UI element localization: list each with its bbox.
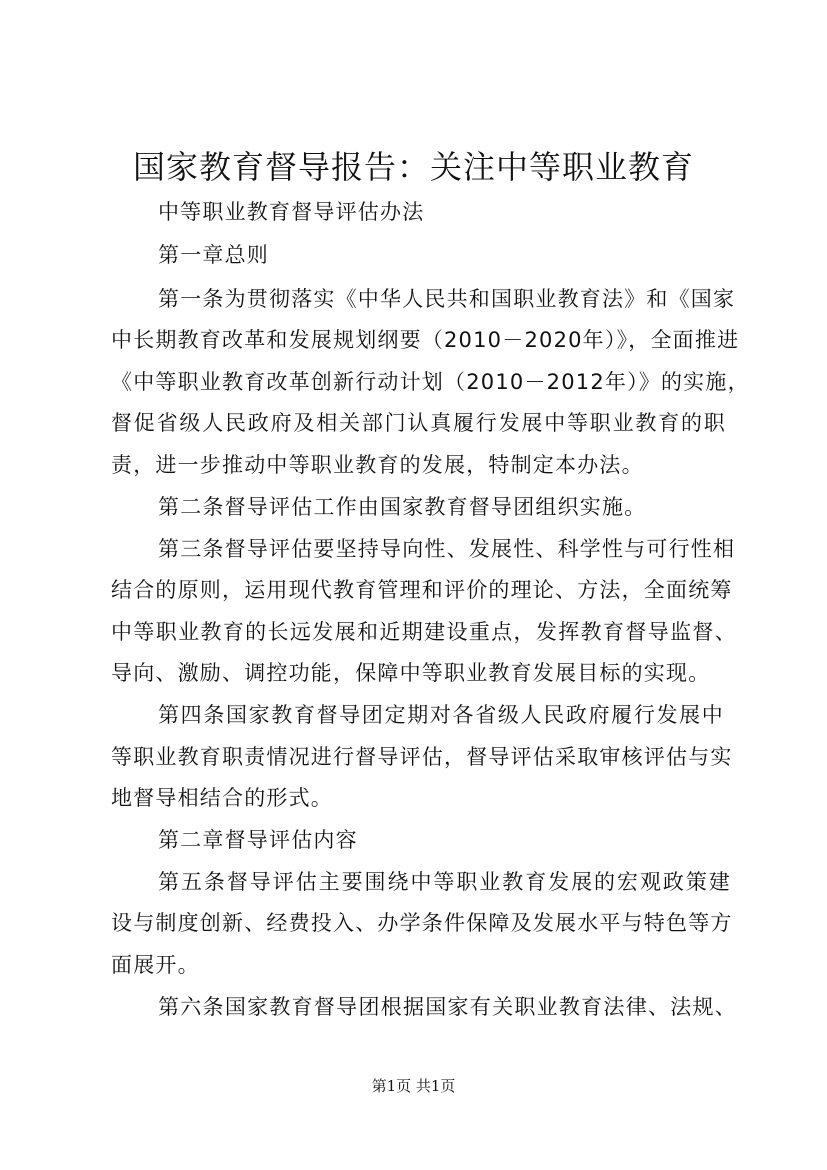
paragraph-line: 设与制度创新、经费投入、办学条件保障及发展水平与特色等方 [111, 911, 733, 935]
paragraph-line: 中等职业教育的长远发展和近期建设重点，发挥教育督导监督、 [111, 620, 737, 644]
paragraph-line: 结合的原则，运用现代教育管理和评价的理论、方法，全面统筹 [111, 578, 733, 602]
paragraph-line: 第二条督导评估工作由国家教育督导团组织实施。 [158, 495, 647, 519]
paragraph-line: 中长期教育改革和发展规划纲要（2010－2020年）》，全面推进 [111, 328, 740, 352]
paragraph-line: 第五条督导评估主要围绕中等职业教育发展的宏观政策建 [158, 870, 731, 894]
paragraph-line: 地督导相结合的形式。 [111, 786, 333, 810]
paragraph-line: 导向、激励、调控功能，保障中等职业教育发展目标的实现。 [111, 661, 711, 685]
paragraph-line: 责，进一步推动中等职业教育的发展，特制定本办法。 [111, 453, 644, 477]
chapter-heading: 第一章总则 [158, 243, 269, 267]
chapter-heading: 第二章督导评估内容 [158, 828, 358, 852]
page-footer: 第1页 共1页 [371, 1077, 456, 1095]
document-title: 国家教育督导报告：关注中等职业教育 [132, 148, 694, 186]
paragraph-line: 第一条为贯彻落实《中华人民共和国职业教育法》和《国家 [158, 287, 736, 311]
subtitle-line: 中等职业教育督导评估办法 [158, 200, 425, 224]
paragraph-line: 第三条督导评估要坚持导向性、发展性、科学性与可行性相 [158, 537, 736, 561]
paragraph-line: 第四条国家教育督导团定期对各省级人民政府履行发展中 [158, 703, 724, 727]
paragraph-line: 第六条国家教育督导团根据国家有关职业教育法律、法规、 [158, 995, 737, 1019]
paragraph-line: 面展开。 [111, 953, 200, 977]
paragraph-line: 等职业教育职责情况进行督导评估，督导评估采取审核评估与实 [111, 745, 733, 769]
paragraph-line: 《中等职业教育改革创新行动计划（2010－2012年）》的实施， [111, 370, 750, 394]
paragraph-line: 督促省级人民政府及相关部门认真履行发展中等职业教育的职 [111, 411, 726, 435]
